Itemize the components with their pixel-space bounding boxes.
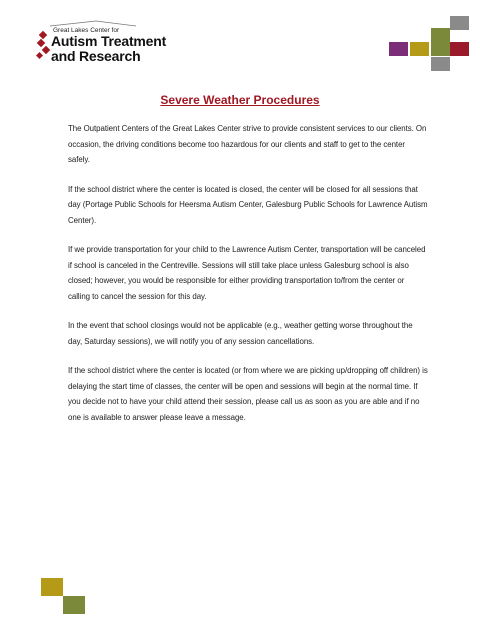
organization-logo — [36, 20, 176, 66]
paragraph-3: If we provide transportation for your child to the Lawrence Autism Center, transportation will be canceled if school is canceled in the Centreville. Sessions will still take place unless Galesburg school is also closed; however, you would be responsible for either providing transportation to/from the center or calling to cancel the session for this day. — [68, 245, 426, 301]
paragraph-2: If the school district where the center is located is closed, the center will be closed for all sessions that day (Portage Public Schools for Heersma Autism Center, Galesburg Public Schools for Lawrence Autism Center). — [68, 184, 428, 225]
square-maroon — [450, 42, 469, 56]
logo-text-line3: and Research — [51, 48, 141, 64]
square-purple — [389, 42, 408, 56]
paragraph-1: The Outpatient Centers of the Great Lakes Center strive to provide consistent services to our clients. On occasion, the driving conditions become too hazardous for our clients and staff to get to the center safely. — [68, 124, 427, 164]
square-olive-bottom — [41, 578, 63, 596]
logo-text-line2: Autism Treatment — [51, 33, 167, 49]
square-green — [431, 28, 450, 42]
square-green-bottom — [63, 596, 85, 614]
logo-text-line1: Great Lakes Center for — [53, 27, 120, 34]
square-grey-bottom — [431, 57, 450, 71]
square-olive — [410, 42, 429, 56]
square-grey-top — [450, 16, 469, 30]
document-body — [68, 121, 428, 439]
square-green-2 — [431, 42, 450, 56]
paragraph-4: In the event that school closings would not be applicable (e.g., weather getting worse throughout the day, Saturday sessions), we will notify you of any session cancellations. — [68, 321, 413, 346]
document-title: Severe Weather Procedures — [160, 93, 320, 107]
paragraph-5: If the school district where the center is located (or from where we are picking up/dropping off children) is delaying the start time of classes, the center will be open and sessions will begin at the normal time. If you decide not to have your child attend their session, please call us as soon as you are able and if no one is available to answer please leave a message. — [68, 366, 428, 422]
